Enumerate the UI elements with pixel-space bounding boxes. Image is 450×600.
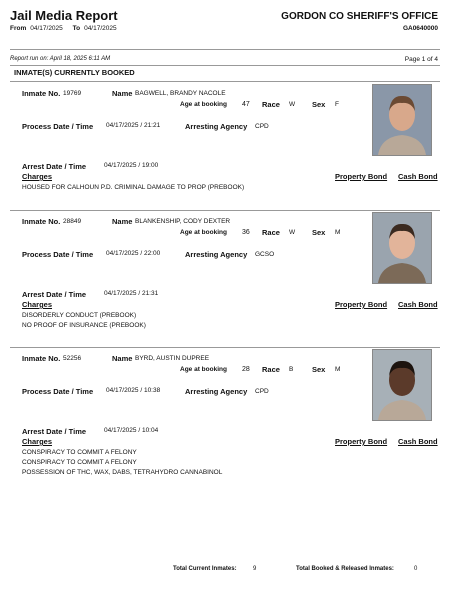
total-released-value: 0 — [414, 566, 418, 572]
from-label: From — [10, 25, 27, 32]
mugshot-photo — [372, 349, 432, 421]
process-value: 04/17/2025 / 21:21 — [106, 122, 161, 129]
race-value: W — [289, 229, 296, 236]
agency-label: Arresting Agency — [185, 387, 248, 396]
age-label: Age at booking — [180, 101, 227, 108]
section-top-divider — [10, 65, 440, 66]
total-released-label: Total Booked & Released Inmates: — [296, 566, 394, 572]
race-value: B — [289, 366, 294, 373]
record-divider — [10, 210, 440, 211]
race-value: W — [289, 101, 296, 108]
arrest-label: Arrest Date / Time — [22, 162, 87, 171]
mugshot-photo — [372, 212, 432, 284]
agency-value: GCSO — [255, 251, 275, 258]
section-title: INMATE(S) CURRENTLY BOOKED — [14, 68, 135, 77]
arrest-value: 04/17/2025 / 19:00 — [104, 162, 159, 169]
total-current-label: Total Current Inmates: — [173, 566, 237, 572]
property-bond-label: Property Bond — [335, 300, 388, 309]
sex-value: M — [335, 229, 341, 236]
charges-label: Charges — [22, 300, 53, 309]
mugshot-photo — [372, 84, 432, 156]
age-label: Age at booking — [180, 366, 227, 373]
process-label: Process Date / Time — [22, 387, 94, 396]
agency-label: Arresting Agency — [185, 250, 248, 259]
name-label: Name — [112, 354, 133, 363]
process-label: Process Date / Time — [22, 250, 94, 259]
inmate-record — [0, 84, 450, 214]
report-run-on: Report run on: April 18, 2025 6:11 AM — [10, 56, 111, 62]
inmate-record — [0, 212, 450, 342]
charges-list — [22, 448, 222, 478]
sex-value: M — [335, 366, 341, 373]
charge-item: HOUSED FOR CALHOUN P.D. CRIMINAL DAMAGE TO PROP (PREBOOK) — [22, 184, 245, 191]
age-value: 28 — [242, 366, 250, 373]
date-range — [10, 25, 117, 32]
header-divider — [10, 49, 440, 50]
agency-value: CPD — [255, 123, 269, 130]
name-label: Name — [112, 217, 133, 226]
person-silhouette-icon — [373, 213, 431, 283]
inmate-no-value: 52256 — [63, 355, 82, 362]
cash-bond-label: Cash Bond — [398, 437, 438, 446]
page-number: Page 1 of 4 — [404, 56, 438, 63]
office-code: GA0640000 — [402, 25, 438, 32]
sex-label: Sex — [312, 100, 326, 109]
to-label: To — [72, 25, 81, 32]
charges-list — [22, 183, 244, 193]
person-silhouette-icon — [373, 85, 431, 155]
person-silhouette-icon — [373, 350, 431, 420]
process-value: 04/17/2025 / 22:00 — [106, 250, 161, 257]
sex-label: Sex — [312, 365, 326, 374]
to-date: 04/17/2025 — [84, 25, 117, 32]
age-value: 36 — [242, 229, 250, 236]
age-label: Age at booking — [180, 229, 227, 236]
property-bond-label: Property Bond — [335, 437, 388, 446]
section-bottom-divider — [10, 81, 440, 82]
arrest-value: 04/17/2025 / 10:04 — [104, 427, 159, 434]
name-value: BLANKENSHIP, CODY DEXTER — [135, 218, 231, 225]
from-date: 04/17/2025 — [30, 25, 63, 32]
cash-bond-label: Cash Bond — [398, 300, 438, 309]
charge-item: POSSESSION OF THC, WAX, DABS, TETRAHYDRO CANNABINOL — [22, 469, 223, 476]
charges-label: Charges — [22, 172, 53, 181]
arrest-value: 04/17/2025 / 21:31 — [104, 290, 159, 297]
record-divider — [10, 347, 440, 348]
inmate-no-value: 28849 — [63, 218, 82, 225]
inmate-no-value: 19769 — [63, 90, 82, 97]
charge-item: CONSPIRACY TO COMMIT A FELONY — [22, 449, 137, 456]
inmate-no-label: Inmate No. — [22, 89, 61, 98]
property-bond-label: Property Bond — [335, 172, 388, 181]
agency-label: Arresting Agency — [185, 122, 248, 131]
sex-value: F — [335, 101, 339, 108]
charge-item: CONSPIRACY TO COMMIT A FELONY — [22, 459, 137, 466]
inmate-record — [0, 349, 450, 479]
total-current-value: 9 — [253, 566, 257, 572]
inmate-no-label: Inmate No. — [22, 217, 61, 226]
arrest-label: Arrest Date / Time — [22, 290, 87, 299]
office-name: GORDON CO SHERIFF'S OFFICE — [281, 11, 438, 22]
agency-value: CPD — [255, 388, 269, 395]
age-value: 47 — [242, 101, 250, 108]
name-value: BYRD, AUSTIN DUPREE — [135, 355, 210, 362]
process-label: Process Date / Time — [22, 122, 94, 131]
inmate-no-label: Inmate No. — [22, 354, 61, 363]
race-label: Race — [262, 228, 280, 237]
name-label: Name — [112, 89, 133, 98]
arrest-label: Arrest Date / Time — [22, 427, 87, 436]
charge-item: DISORDERLY CONDUCT (PREBOOK) — [22, 312, 137, 319]
charge-item: NO PROOF OF INSURANCE (PREBOOK) — [22, 322, 146, 329]
charges-label: Charges — [22, 437, 53, 446]
process-value: 04/17/2025 / 10:38 — [106, 387, 161, 394]
cash-bond-label: Cash Bond — [398, 172, 438, 181]
charges-list — [22, 311, 146, 331]
report-title: Jail Media Report — [10, 8, 118, 23]
race-label: Race — [262, 100, 280, 109]
sex-label: Sex — [312, 228, 326, 237]
race-label: Race — [262, 365, 280, 374]
name-value: BAGWELL, BRANDY NACOLE — [135, 90, 226, 97]
